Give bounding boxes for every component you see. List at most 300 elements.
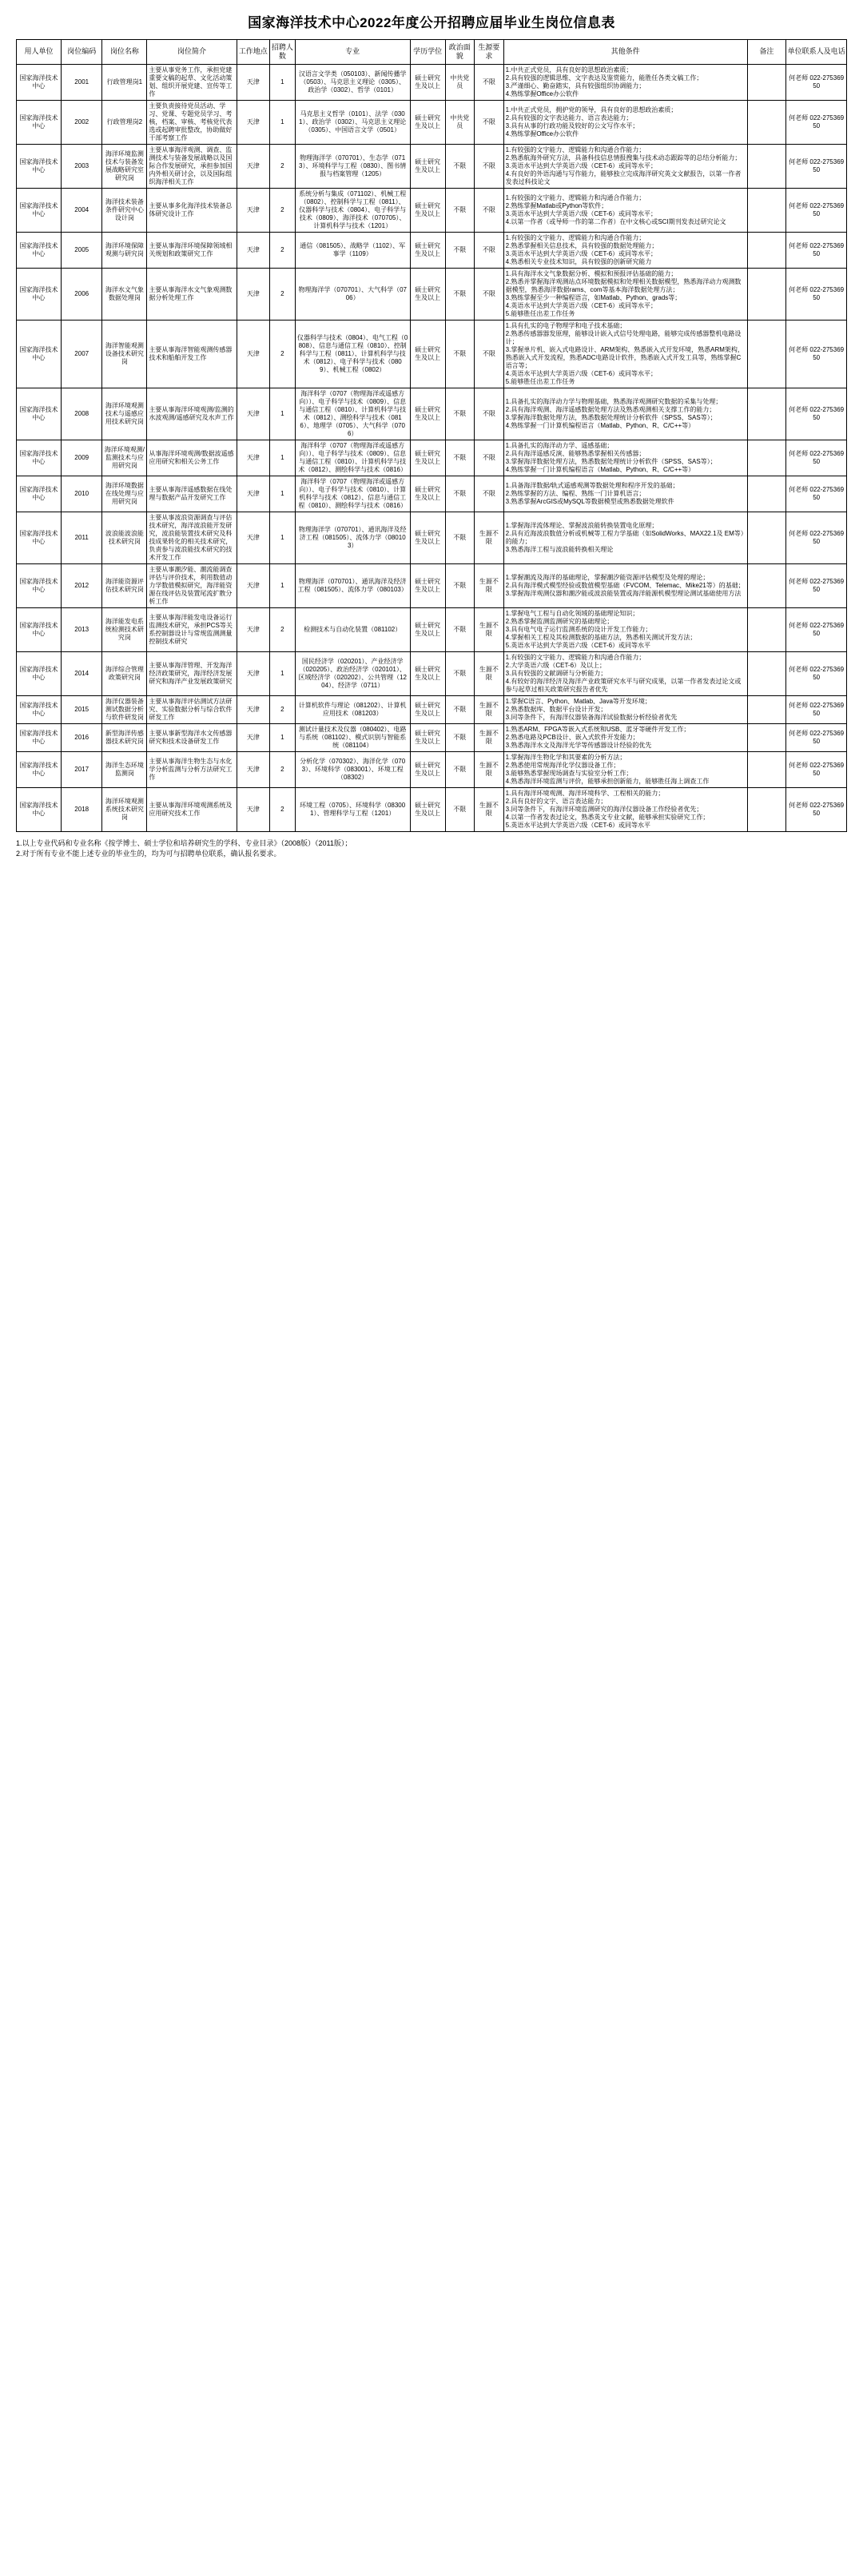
cell-contact: 何老师 022-27536950 bbox=[786, 320, 847, 388]
other-condition-line: 3.具有从事的行政功能及较好的公文写作水平； bbox=[505, 121, 639, 129]
cell-party: 不限 bbox=[445, 268, 475, 320]
other-condition-line: 1.具有海洋水文气象数据分析、模拟和预报评估基础的能力； bbox=[505, 269, 678, 277]
cell-num: 2 bbox=[270, 695, 296, 723]
cell-job-intro: 主要从事海洋能发电设备运行监测技术研究，承担PCS等关系控制器设计与常规监测测量控制技术研究 bbox=[147, 607, 237, 651]
other-condition-line: 3.掌握海洋数据处理方法，熟悉数据处理统计分析软件（SPSS、SAS等）； bbox=[505, 457, 717, 465]
cell-job-intro: 主要从事海洋环境观测系统及应用研究技术工作 bbox=[147, 787, 237, 831]
header-degree: 学历学位 bbox=[410, 40, 445, 65]
cell-party: 不限 bbox=[445, 144, 475, 188]
cell-num: 1 bbox=[270, 388, 296, 440]
cell-origin: 生源不限 bbox=[475, 563, 504, 607]
cell-job-intro: 主要从事海洋环境保障领域相关规划和政策研究工作 bbox=[147, 232, 237, 268]
cell-origin: 不限 bbox=[475, 232, 504, 268]
other-condition-line: 4.熟悉相关专业技术知识，具有较强的创新研究能力 bbox=[505, 257, 652, 265]
cell-party: 不限 bbox=[445, 512, 475, 563]
cell-major: 海洋科学（0707（物理海洋或遥感方向））、电子科学与技术（0809）、信息与通信工程（0810）、计算机科学与技术（0812）、测绘科学与技术（0816）、地理学（0705）、大气科学（0706） bbox=[295, 388, 410, 440]
header-remark: 备注 bbox=[747, 40, 786, 65]
other-condition-line: 2.具有海洋遥感反演、能够熟悉掌握相关传感器； bbox=[505, 449, 646, 457]
other-condition-line: 2.熟悉并掌握海洋观测站点环境数据模拟和处理相关数据模型，熟悉海洋动力观测数据模型，熟悉海洋数据rams、com等基本海洋数据处理方法； bbox=[505, 277, 742, 293]
other-condition-line: 1.掌握海洋流体理论、掌握波浪能转换装置电化原理； bbox=[505, 521, 658, 529]
cell-code: 2004 bbox=[62, 188, 102, 232]
header-major: 专业 bbox=[295, 40, 410, 65]
cell-contact: 何老师 022-27536950 bbox=[786, 607, 847, 651]
other-condition-line: 3.掌握海洋观测仪器和潮汐能或波浪能装置或海洋能源机模型理论测试基础使用方法 bbox=[505, 589, 742, 597]
table-row bbox=[17, 512, 847, 563]
other-condition-line: 4.有较好的海洋经济及海洋产业政策研究水平与研究成果，以第一作者发表过论文或参与起草过相关政策研究报告者优先 bbox=[505, 677, 742, 693]
other-condition-line: 4.熟悉海洋环境监测与评价，能够承担创新能力，能够胜任海上调查工作 bbox=[505, 777, 710, 785]
cell-place: 天津 bbox=[237, 100, 269, 144]
cell-major: 检测技术与自动化装置（081102） bbox=[295, 607, 410, 651]
cell-job-name: 海洋综合管理政策研究岗 bbox=[102, 651, 147, 695]
cell-unit: 国家海洋技术中心 bbox=[17, 440, 62, 476]
other-condition-line: 3.熟悉海洋工程与波浪能转换相关理论 bbox=[505, 545, 614, 553]
cell-contact: 何老师 022-27536950 bbox=[786, 563, 847, 607]
other-condition-line: 2.熟悉电路及PCB设计、嵌入式软件开发能力； bbox=[505, 733, 639, 741]
header-place: 工作地点 bbox=[237, 40, 269, 65]
cell-degree: 硕士研究生及以上 bbox=[410, 723, 445, 751]
cell-remark bbox=[747, 607, 786, 651]
cell-code: 2003 bbox=[62, 144, 102, 188]
cell-remark bbox=[747, 388, 786, 440]
cell-other-conditions bbox=[503, 100, 747, 144]
cell-remark bbox=[747, 320, 786, 388]
cell-remark bbox=[747, 651, 786, 695]
cell-origin: 生源不限 bbox=[475, 787, 504, 831]
cell-other-conditions bbox=[503, 512, 747, 563]
cell-remark bbox=[747, 100, 786, 144]
other-condition-line: 4.熟练掌握一门计算机编程语言（Matlab、Python、R、C/C++等） bbox=[505, 421, 695, 429]
table-row bbox=[17, 320, 847, 388]
other-condition-line: 4.熟练掌握一门计算机编程语言（Matlab、Python、R、C/C++等） bbox=[505, 465, 695, 473]
table-row bbox=[17, 695, 847, 723]
other-condition-line: 1.具备扎实的海洋动力学与物理基础，熟悉海洋观测研究数据的采集与处理； bbox=[505, 397, 722, 405]
header-party: 政治面貌 bbox=[445, 40, 475, 65]
cell-code: 2017 bbox=[62, 751, 102, 787]
cell-remark bbox=[747, 64, 786, 100]
cell-unit: 国家海洋技术中心 bbox=[17, 787, 62, 831]
other-condition-line: 1.具有海洋环境观测、海洋环境科学、工程相关的能力； bbox=[505, 789, 665, 797]
cell-remark bbox=[747, 476, 786, 512]
cell-other-conditions bbox=[503, 64, 747, 100]
cell-place: 天津 bbox=[237, 320, 269, 388]
table-row bbox=[17, 388, 847, 440]
cell-unit: 国家海洋技术中心 bbox=[17, 723, 62, 751]
cell-other-conditions bbox=[503, 232, 747, 268]
cell-other-conditions bbox=[503, 607, 747, 651]
other-condition-line: 2.具有较强的逻辑思维、文字表达及鉴赏能力，能胜任各类文稿工作； bbox=[505, 74, 703, 82]
cell-contact: 何老师 022-27536950 bbox=[786, 64, 847, 100]
cell-contact: 何老师 022-27536950 bbox=[786, 100, 847, 144]
other-condition-line: 2.具有良好的文字、语言表达能力； bbox=[505, 797, 607, 805]
cell-place: 天津 bbox=[237, 751, 269, 787]
cell-remark bbox=[747, 723, 786, 751]
cell-job-name: 波浪能波浪能技术研究岗 bbox=[102, 512, 147, 563]
other-condition-line: 3.严谨细心、勤奋踏实，具有较强组织协调能力； bbox=[505, 82, 646, 90]
cell-remark bbox=[747, 232, 786, 268]
other-condition-line: 1.有较强的文字能力、逻辑能力和沟通合作能力； bbox=[505, 193, 646, 201]
cell-contact: 何老师 022-27536950 bbox=[786, 440, 847, 476]
table-row bbox=[17, 651, 847, 695]
cell-party: 中共党员 bbox=[445, 64, 475, 100]
other-condition-line: 1.有较强的文字能力、逻辑能力和沟通合作能力； bbox=[505, 145, 646, 153]
cell-num: 1 bbox=[270, 651, 296, 695]
cell-code: 2008 bbox=[62, 388, 102, 440]
cell-other-conditions bbox=[503, 144, 747, 188]
cell-num: 2 bbox=[270, 751, 296, 787]
other-condition-line: 2.熟悉航海外研究方法，具备科技信息情报搜集与技术动态跟踪等的总结分析能力； bbox=[505, 153, 742, 161]
other-condition-line: 2.具有海洋观测、海洋遥感数据处理方法及熟悉观测相关支撑工作的能力； bbox=[505, 405, 716, 413]
cell-degree: 硕士研究生及以上 bbox=[410, 188, 445, 232]
cell-party: 不限 bbox=[445, 607, 475, 651]
cell-origin: 不限 bbox=[475, 440, 504, 476]
cell-unit: 国家海洋技术中心 bbox=[17, 751, 62, 787]
cell-party: 不限 bbox=[445, 320, 475, 388]
cell-major: 汉语言文学类（050103）、新闻传播学（0503）、马克思主义理论（0305）、政治学（0302）、哲学（0101） bbox=[295, 64, 410, 100]
cell-other-conditions bbox=[503, 440, 747, 476]
other-condition-line: 4.以第一作者（或导师一作的第二作者）在中文核心或SCI期刊发表过研究论文 bbox=[505, 217, 726, 225]
other-condition-line: 3.同等条件下，有海洋仪器装备海洋试验数据分析经验者优先 bbox=[505, 713, 678, 721]
other-condition-line: 2.熟悉掌握监测监测研究的基础理论； bbox=[505, 617, 614, 625]
other-condition-line: 2.大学英语六级（CET-6）及以上； bbox=[505, 661, 606, 669]
cell-degree: 硕士研究生及以上 bbox=[410, 751, 445, 787]
cell-degree: 硕士研究生及以上 bbox=[410, 144, 445, 188]
cell-major: 物理海洋学（070701）、通讯海洋及经济工程（081505）、流体力学（080103） bbox=[295, 512, 410, 563]
cell-degree: 硕士研究生及以上 bbox=[410, 607, 445, 651]
other-condition-line: 1.掌握C语言、Python、Matlab、Java等开发环境； bbox=[505, 697, 651, 705]
cell-num: 2 bbox=[270, 268, 296, 320]
cell-party: 不限 bbox=[445, 232, 475, 268]
cell-place: 天津 bbox=[237, 476, 269, 512]
cell-party: 不限 bbox=[445, 723, 475, 751]
cell-contact: 何老师 022-27536950 bbox=[786, 388, 847, 440]
other-condition-line: 2.具有海洋模式模型经验或数值模型基础（FVCOM、Telemac、Mike21等）的基础； bbox=[505, 581, 745, 589]
cell-party: 不限 bbox=[445, 476, 475, 512]
other-condition-line: 1.有较强的文字能力、逻辑能力和沟通合作能力； bbox=[505, 653, 646, 661]
other-condition-line: 2.熟练掌握的方法、编程、熟练一门计算机语言； bbox=[505, 489, 646, 497]
cell-major: 物理海洋学（070701）、大气科学（0706） bbox=[295, 268, 410, 320]
cell-unit: 国家海洋技术中心 bbox=[17, 144, 62, 188]
other-condition-line: 1.有较强的文字能力、逻辑能力和沟通合作能力； bbox=[505, 233, 646, 241]
cell-job-intro: 主要从事海洋水文气象观测数据分析处理工作 bbox=[147, 268, 237, 320]
cell-contact: 何老师 022-27536950 bbox=[786, 787, 847, 831]
cell-job-intro: 主要从事潮汐能、潮流能调查评估与评价技术，利用数值动力学数值模拟研究，海洋能资源在线评估及装置尾流扩散分析工作 bbox=[147, 563, 237, 607]
page-title: 国家海洋技术中心2022年度公开招聘应届毕业生岗位信息表 bbox=[248, 15, 615, 30]
page-root bbox=[0, 0, 863, 868]
cell-origin: 不限 bbox=[475, 320, 504, 388]
other-condition-line: 2.具有较强的文字表达能力、语言表达能力； bbox=[505, 113, 633, 121]
cell-num: 1 bbox=[270, 723, 296, 751]
cell-job-name: 海洋能资源评估技术研究岗 bbox=[102, 563, 147, 607]
cell-degree: 硕士研究生及以上 bbox=[410, 388, 445, 440]
cell-remark bbox=[747, 787, 786, 831]
table-row bbox=[17, 440, 847, 476]
table-row bbox=[17, 723, 847, 751]
other-condition-line: 2.熟悉掌握相关信息技术，具有较强的数据处理能力； bbox=[505, 241, 658, 249]
cell-origin: 生源不限 bbox=[475, 651, 504, 695]
cell-other-conditions bbox=[503, 563, 747, 607]
cell-job-name: 新型海洋传感器技术研究岗 bbox=[102, 723, 147, 751]
other-condition-line: 3.具有电气电子运行监测系统的设计开发工作能力； bbox=[505, 625, 652, 633]
cell-contact: 何老师 022-27536950 bbox=[786, 751, 847, 787]
cell-origin: 不限 bbox=[475, 268, 504, 320]
cell-place: 天津 bbox=[237, 563, 269, 607]
cell-party: 不限 bbox=[445, 188, 475, 232]
other-condition-line: 1.中共正式党员，拥护党的领导，具有良好的思想政治素质； bbox=[505, 106, 678, 113]
cell-contact: 何老师 022-27536950 bbox=[786, 188, 847, 232]
cell-num: 1 bbox=[270, 440, 296, 476]
cell-job-name: 海洋环境观测系统技术研究岗 bbox=[102, 787, 147, 831]
cell-origin: 不限 bbox=[475, 388, 504, 440]
header-origin: 生源要求 bbox=[475, 40, 504, 65]
cell-remark bbox=[747, 563, 786, 607]
cell-contact: 何老师 022-27536950 bbox=[786, 651, 847, 695]
header-row bbox=[17, 40, 847, 65]
cell-remark bbox=[747, 268, 786, 320]
cell-job-intro: 主要从事波浪资源调查与评估技术研究，海洋波浪能开发研究，波浪能装置技术研究及科技成果转化的相关技术研究，负责参与波浪能技术研究的技术开发工作 bbox=[147, 512, 237, 563]
other-condition-line: 2.熟悉数据库、数据平台设计开发； bbox=[505, 705, 607, 713]
other-condition-line: 3.熟悉海洋水文及海洋光学等传感器设计经验的优先 bbox=[505, 741, 652, 749]
cell-degree: 硕士研究生及以上 bbox=[410, 476, 445, 512]
cell-contact: 何老师 022-27536950 bbox=[786, 476, 847, 512]
cell-unit: 国家海洋技术中心 bbox=[17, 268, 62, 320]
cell-degree: 硕士研究生及以上 bbox=[410, 232, 445, 268]
cell-major: 物理海洋（070701）、通讯海洋及经济工程（081505）、流体力学（080103） bbox=[295, 563, 410, 607]
cell-job-intro: 主要从事新型海洋水文传感器研究和技术设备研发工作 bbox=[147, 723, 237, 751]
cell-code: 2016 bbox=[62, 723, 102, 751]
cell-unit: 国家海洋技术中心 bbox=[17, 64, 62, 100]
other-condition-line: 1.掌握潮流及海洋的基础理论，掌握潮汐能资源评估模型及处理的理论； bbox=[505, 573, 710, 581]
cell-origin: 生源不限 bbox=[475, 512, 504, 563]
cell-origin: 生源不限 bbox=[475, 695, 504, 723]
cell-degree: 硕士研究生及以上 bbox=[410, 440, 445, 476]
cell-origin: 生源不限 bbox=[475, 607, 504, 651]
cell-job-name: 海洋技术装备条件研究中心设计岗 bbox=[102, 188, 147, 232]
cell-origin: 生源不限 bbox=[475, 751, 504, 787]
cell-unit: 国家海洋技术中心 bbox=[17, 563, 62, 607]
cell-num: 2 bbox=[270, 144, 296, 188]
table-body bbox=[17, 64, 847, 831]
cell-code: 2010 bbox=[62, 476, 102, 512]
other-condition-line: 4.英语水平达到大学英语六级（CET-6）或同等水平； bbox=[505, 369, 658, 377]
cell-other-conditions bbox=[503, 651, 747, 695]
cell-job-intro: 主要从事党务工作，承担党建重要文稿的起草、文化活动策划、组织开展党建、宣传等工作 bbox=[147, 64, 237, 100]
cell-place: 天津 bbox=[237, 268, 269, 320]
cell-origin: 生源不限 bbox=[475, 723, 504, 751]
other-condition-line: 5.英语水平达到大学英语六级（CET-6）或同等水平 bbox=[505, 641, 651, 649]
cell-remark bbox=[747, 695, 786, 723]
job-table bbox=[16, 39, 847, 832]
other-condition-line: 1.具备扎实的海洋动力学、遥感基础； bbox=[505, 441, 614, 449]
other-condition-line: 3.掌握单片机、嵌入式电路设计、ARM架构、熟悉嵌入式开发环境，熟悉ARM架构，熟悉嵌入式开发流程，熟悉ADC电路设计软件，熟悉嵌入式开发工具等，熟练掌握C语言等； bbox=[505, 345, 744, 369]
other-condition-line: 4.熟练掌握Office办公软件 bbox=[505, 90, 579, 98]
other-condition-line: 4.有良好的外语沟通与写作能力，能够独立完成海洋研究英文文献报告，以第一作者发表过科技论文 bbox=[505, 169, 742, 185]
cell-origin: 不限 bbox=[475, 100, 504, 144]
cell-contact: 何老师 022-27536950 bbox=[786, 144, 847, 188]
cell-job-intro: 主要从事海洋遥感数据在线处理与数据产品开发研究工作 bbox=[147, 476, 237, 512]
table-row bbox=[17, 607, 847, 651]
cell-job-name: 海洋智能观测设备技术研究岗 bbox=[102, 320, 147, 388]
cell-unit: 国家海洋技术中心 bbox=[17, 100, 62, 144]
table-row bbox=[17, 563, 847, 607]
other-condition-line: 3.熟练掌握至少一种编程语言，如Matlab、Python、grads等； bbox=[505, 293, 682, 301]
cell-contact: 何老师 022-27536950 bbox=[786, 232, 847, 268]
cell-major: 海洋科学（0707（物理海洋或遥感方向））、电子科学与技术（0810）、计算机科学与技术（0812）、信息与通信工程（0810）、测绘科学与技术（0816） bbox=[295, 476, 410, 512]
other-condition-line: 4.英语水平达到大学英语六级（CET-6）或同等水平； bbox=[505, 301, 658, 309]
table-row bbox=[17, 64, 847, 100]
cell-num: 2 bbox=[270, 188, 296, 232]
cell-unit: 国家海洋技术中心 bbox=[17, 388, 62, 440]
cell-num: 2 bbox=[270, 320, 296, 388]
cell-code: 2012 bbox=[62, 563, 102, 607]
cell-place: 天津 bbox=[237, 440, 269, 476]
cell-major: 测试计量技术及仪器（080402）、电路与系统（081102）、模式识别与智能系统（081104） bbox=[295, 723, 410, 751]
cell-degree: 硕士研究生及以上 bbox=[410, 64, 445, 100]
cell-unit: 国家海洋技术中心 bbox=[17, 607, 62, 651]
cell-place: 天津 bbox=[237, 651, 269, 695]
cell-unit: 国家海洋技术中心 bbox=[17, 695, 62, 723]
cell-remark bbox=[747, 440, 786, 476]
cell-code: 2018 bbox=[62, 787, 102, 831]
cell-other-conditions bbox=[503, 695, 747, 723]
header-contact: 单位联系人及电话 bbox=[786, 40, 847, 65]
cell-job-name: 海洋生态环境监测岗 bbox=[102, 751, 147, 787]
cell-origin: 不限 bbox=[475, 188, 504, 232]
cell-code: 2002 bbox=[62, 100, 102, 144]
cell-code: 2006 bbox=[62, 268, 102, 320]
table-row bbox=[17, 787, 847, 831]
cell-num: 2 bbox=[270, 232, 296, 268]
cell-num: 2 bbox=[270, 607, 296, 651]
cell-degree: 硕士研究生及以上 bbox=[410, 651, 445, 695]
cell-code: 2009 bbox=[62, 440, 102, 476]
cell-place: 天津 bbox=[237, 388, 269, 440]
cell-major: 国民经济学（020201）、产业经济学（020205）、政治经济学（020101）、区域经济学（020202）、公共管理（1204）、经济学（0711） bbox=[295, 651, 410, 695]
cell-party: 不限 bbox=[445, 787, 475, 831]
header-name: 岗位名称 bbox=[102, 40, 147, 65]
cell-other-conditions bbox=[503, 787, 747, 831]
table-row bbox=[17, 232, 847, 268]
cell-place: 天津 bbox=[237, 695, 269, 723]
cell-unit: 国家海洋技术中心 bbox=[17, 512, 62, 563]
header-intro: 岗位简介 bbox=[147, 40, 237, 65]
cell-degree: 硕士研究生及以上 bbox=[410, 512, 445, 563]
cell-other-conditions bbox=[503, 476, 747, 512]
cell-contact: 何老师 022-27536950 bbox=[786, 695, 847, 723]
footnote-line: 1.以上专业代码和专业名称《按学博士、硕士学位和培养研究生的学科、专业目录》（2008版）（2011版）； bbox=[16, 838, 352, 847]
other-condition-line: 2.熟练掌握Matlab或Python等软件； bbox=[505, 201, 608, 209]
cell-num: 1 bbox=[270, 100, 296, 144]
header-num: 招聘人数 bbox=[270, 40, 296, 65]
cell-origin: 不限 bbox=[475, 64, 504, 100]
cell-remark bbox=[747, 144, 786, 188]
cell-num: 1 bbox=[270, 512, 296, 563]
other-condition-line: 2.熟悉使用常规海洋化学仪器设备工作； bbox=[505, 761, 620, 769]
other-condition-line: 3.掌握海洋数据处理方法，熟悉数据处理统计分析软件（SPSS、SAS等）； bbox=[505, 413, 717, 421]
cell-place: 天津 bbox=[237, 512, 269, 563]
other-condition-line: 3.熟悉掌握ArcGIS或MySQL等数据模型或熟悉数据处理软件 bbox=[505, 497, 674, 505]
cell-party: 中共党员 bbox=[445, 100, 475, 144]
cell-other-conditions bbox=[503, 388, 747, 440]
cell-party: 不限 bbox=[445, 440, 475, 476]
cell-remark bbox=[747, 751, 786, 787]
cell-place: 天津 bbox=[237, 607, 269, 651]
cell-degree: 硕士研究生及以上 bbox=[410, 695, 445, 723]
other-condition-line: 2.熟悉传感器器发原理，能够设计嵌入式信号处理电路，能够完成传感器整机电路设计； bbox=[505, 329, 742, 345]
other-condition-line: 3.能够熟悉掌握现场调查与实验室分析工作； bbox=[505, 769, 633, 777]
cell-other-conditions bbox=[503, 751, 747, 787]
cell-job-intro: 主要从事海洋管理、开发海洋经济政策研究，海洋经济发展研究和海洋产业发展政策研究 bbox=[147, 651, 237, 695]
cell-job-intro: 主要从事海洋生物生态与水化学分析监测与分析方法研究工作 bbox=[147, 751, 237, 787]
cell-place: 天津 bbox=[237, 64, 269, 100]
cell-other-conditions bbox=[503, 188, 747, 232]
cell-unit: 国家海洋技术中心 bbox=[17, 188, 62, 232]
cell-party: 不限 bbox=[445, 751, 475, 787]
table-row bbox=[17, 268, 847, 320]
other-condition-line: 3.英语水平达到大学英语六级（CET-6）或同等水平； bbox=[505, 249, 658, 257]
other-condition-line: 4.熟练掌握Office办公软件 bbox=[505, 129, 579, 137]
cell-contact: 何老师 022-27536950 bbox=[786, 268, 847, 320]
cell-origin: 不限 bbox=[475, 476, 504, 512]
cell-party: 不限 bbox=[445, 695, 475, 723]
cell-origin: 不限 bbox=[475, 144, 504, 188]
cell-code: 2001 bbox=[62, 64, 102, 100]
cell-degree: 硕士研究生及以上 bbox=[410, 268, 445, 320]
other-condition-line: 4.掌握相关工程及其检测数据的基础方法，熟悉相关测试开发方法； bbox=[505, 633, 697, 641]
cell-party: 不限 bbox=[445, 388, 475, 440]
other-condition-line: 2.具有近海波浪数值分析或机械等工程力学基础（如SolidWorks、MAX22.1及 EM等）的能力； bbox=[505, 529, 744, 545]
cell-job-intro: 从事海洋环境观测/数据波遥感应用研究和相关公务工作 bbox=[147, 440, 237, 476]
other-condition-line: 3.英语水平达到大学英语六级（CET-6）或同等水平； bbox=[505, 209, 658, 217]
other-condition-line: 3.同等条件下，有海洋环境监测研究的海洋仪器设备工作经验者优先； bbox=[505, 805, 703, 813]
cell-code: 2014 bbox=[62, 651, 102, 695]
cell-degree: 硕士研究生及以上 bbox=[410, 100, 445, 144]
cell-code: 2005 bbox=[62, 232, 102, 268]
other-condition-line: 5.能够胜任出差工作任务 bbox=[505, 309, 575, 317]
cell-job-name: 海洋能发电系统检测技术研究岗 bbox=[102, 607, 147, 651]
cell-contact: 何老师 022-27536950 bbox=[786, 512, 847, 563]
cell-unit: 国家海洋技术中心 bbox=[17, 320, 62, 388]
cell-contact: 何老师 022-27536950 bbox=[786, 723, 847, 751]
cell-degree: 硕士研究生及以上 bbox=[410, 787, 445, 831]
other-condition-line: 5.英语水平达到大学英语六级（CET-6）或同等水平 bbox=[505, 821, 651, 829]
cell-remark bbox=[747, 188, 786, 232]
header-other: 其他条件 bbox=[503, 40, 747, 65]
cell-job-name: 行政管理岗2 bbox=[102, 100, 147, 144]
cell-major: 仪器科学与技术（0804）、电气工程（0808）、信息与通信工程（0810）、控制科学与工程（0811）、计算机科学与技术（0812）、电子科学与技术（0809）、机械工程（0802） bbox=[295, 320, 410, 388]
other-condition-line: 1.掌握电气工程与自动化领域的基础理论知识； bbox=[505, 609, 639, 617]
cell-major: 分析化学（070302）、海洋化学（0703）、环境科学（083001）、环境工程（08302） bbox=[295, 751, 410, 787]
cell-num: 2 bbox=[270, 787, 296, 831]
cell-job-name: 行政管理岗1 bbox=[102, 64, 147, 100]
cell-unit: 国家海洋技术中心 bbox=[17, 476, 62, 512]
other-condition-line: 1.掌握海洋生物化学和其要素的分析方法； bbox=[505, 753, 626, 761]
cell-job-name: 海洋水文气象数据处理岗 bbox=[102, 268, 147, 320]
table-header bbox=[17, 40, 847, 65]
cell-party: 不限 bbox=[445, 563, 475, 607]
cell-num: 1 bbox=[270, 476, 296, 512]
cell-job-intro: 主要从事海洋智能观测传感器技术和船舶开发工作 bbox=[147, 320, 237, 388]
header-code: 岗位编码 bbox=[62, 40, 102, 65]
cell-major: 计算机软件与理论（081202）、计算机应用技术（081203） bbox=[295, 695, 410, 723]
cell-place: 天津 bbox=[237, 188, 269, 232]
cell-place: 天津 bbox=[237, 144, 269, 188]
cell-unit: 国家海洋技术中心 bbox=[17, 651, 62, 695]
other-condition-line: 1.中共正式党员，具有良好的思想政治素质； bbox=[505, 66, 633, 74]
other-condition-line: 3.英语水平达到大学英语六级（CET-6）或同等水平； bbox=[505, 161, 658, 169]
cell-degree: 硕士研究生及以上 bbox=[410, 320, 445, 388]
cell-code: 2007 bbox=[62, 320, 102, 388]
cell-place: 天津 bbox=[237, 723, 269, 751]
